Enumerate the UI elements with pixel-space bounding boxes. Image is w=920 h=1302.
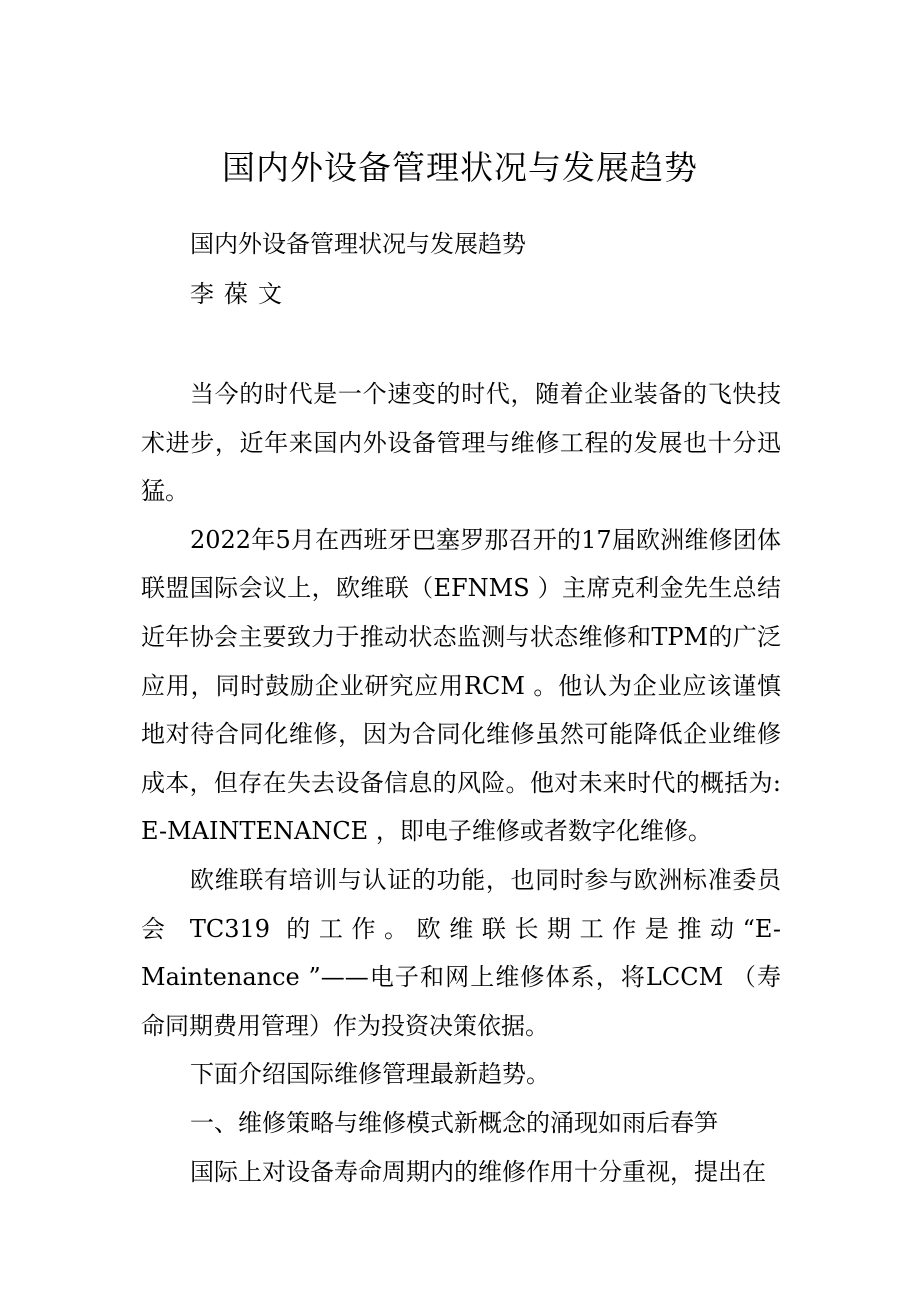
document-subtitle: 国内外设备管理状况与发展趋势 (190, 230, 526, 258)
paragraph-trends-intro: 下面介绍国际维修管理最新趋势。 (190, 1060, 550, 1089)
document-title: 国内外设备管理状况与发展趋势 (222, 148, 698, 187)
paragraph-intro: 当今的时代是一个速变的时代，随着企业装备的飞快技术进步，近年来国内外设备管理与维修工程的发展也十分迅猛。 (141, 380, 781, 506)
author-name: 李葆文 (190, 280, 292, 308)
paragraph-efnms-functions: 欧维联有培训与认证的功能，也同时参与欧洲标准委员会 TC319 的工作。欧维联长期工作是推动“E-Maintenance ”——电子和网上维修体系，将LCCM （寿命同期费用管理）作为投资决策依据。 (141, 865, 781, 1040)
paragraph-lifecycle: 国际上对设备寿命周期内的维修作用十分重视，提出在 (190, 1157, 766, 1186)
paragraph-efnms-conference: 2022年5月在西班牙巴塞罗那召开的17届欧洲维修团体联盟国际会议上，欧维联（EFNMS ）主席克利金先生总结近年协会主要致力于推动状态监测与状态维修和TPM的广泛应用，同时鼓励企业研究应用RCM 。他认为企业应该谨慎地对待合同化维修，因为合同化维修虽然可能降低企业维修成本，但存在失去设备信息的风险。他对未来时代的概括为: E-MAINTENANCE ，即电子维修或者数字化维修。 (141, 525, 781, 846)
body-text (141, 370, 781, 1196)
section-heading: 一、维修策略与维修模式新概念的涌现如雨后春笋 (190, 1108, 718, 1137)
